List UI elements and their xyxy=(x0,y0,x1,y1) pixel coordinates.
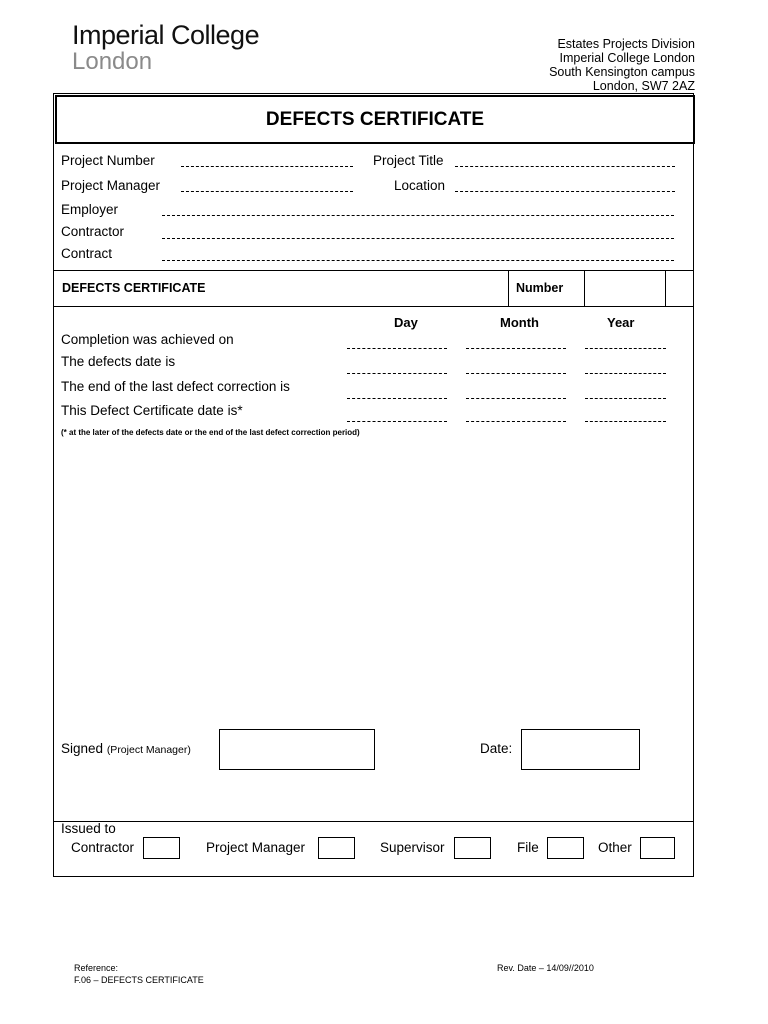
certificate-month-field[interactable] xyxy=(466,421,566,422)
divider xyxy=(54,306,694,307)
address-line: London, SW7 2AZ xyxy=(592,79,695,93)
issued-file-label: File xyxy=(517,840,539,855)
month-header: Month xyxy=(500,315,539,330)
contractor-field[interactable] xyxy=(162,238,674,239)
signature-date-box[interactable] xyxy=(521,729,640,770)
signature-box[interactable] xyxy=(219,729,375,770)
day-header: Day xyxy=(394,315,418,330)
correction-day-field[interactable] xyxy=(347,398,447,399)
issued-contractor-checkbox[interactable] xyxy=(143,837,180,859)
certificate-day-field[interactable] xyxy=(347,421,447,422)
dates-footnote: (* at the later of the defects date or the end of the last defect correction period) xyxy=(61,428,360,437)
completion-day-field[interactable] xyxy=(347,348,447,349)
footer-rev-date: Rev. Date – 14/09//2010 xyxy=(497,963,594,973)
project-number-label: Project Number xyxy=(61,153,155,168)
certificate-date-label: This Defect Certificate date is* xyxy=(61,403,243,418)
contract-field[interactable] xyxy=(162,260,674,261)
issued-project-manager-label: Project Manager xyxy=(206,840,306,855)
project-manager-field[interactable] xyxy=(181,191,353,192)
issued-file-checkbox[interactable] xyxy=(547,837,584,859)
project-title-field[interactable] xyxy=(455,166,675,167)
issued-supervisor-label: Supervisor xyxy=(380,840,445,855)
date-label: Date: xyxy=(480,741,513,756)
correction-year-field[interactable] xyxy=(585,398,666,399)
address-line: Imperial College London xyxy=(559,51,695,65)
location-label: Location xyxy=(394,178,446,193)
divider xyxy=(54,821,694,822)
defects-year-field[interactable] xyxy=(585,373,666,374)
footer-reference-value: F.06 – DEFECTS CERTIFICATE xyxy=(74,975,204,985)
last-correction-label: The end of the last defect correction is xyxy=(61,379,290,394)
cert-row-label: DEFECTS CERTIFICATE xyxy=(62,281,206,295)
certificate-year-field[interactable] xyxy=(585,421,666,422)
logo-imperial-college: Imperial College xyxy=(72,20,260,50)
address-line: Estates Projects Division xyxy=(557,37,695,51)
project-number-field[interactable] xyxy=(181,166,353,167)
location-field[interactable] xyxy=(455,191,675,192)
employer-field[interactable] xyxy=(162,215,674,216)
signed-role: (Project Manager) xyxy=(106,744,191,756)
logo-london: London xyxy=(72,48,153,75)
signed-text: Signed xyxy=(61,741,104,756)
issued-other-label: Other xyxy=(598,840,632,855)
completion-label: Completion was achieved on xyxy=(61,332,234,347)
issued-contractor-label: Contractor xyxy=(71,840,135,855)
address-block xyxy=(549,37,695,93)
signed-label xyxy=(61,741,191,756)
issued-supervisor-checkbox[interactable] xyxy=(454,837,491,859)
divider xyxy=(665,270,666,307)
defects-month-field[interactable] xyxy=(466,373,566,374)
defects-date-label: The defects date is xyxy=(61,354,176,369)
issued-project-manager-checkbox[interactable] xyxy=(318,837,355,859)
address-line: South Kensington campus xyxy=(549,65,695,79)
form-title: DEFECTS CERTIFICATE xyxy=(55,95,695,144)
contractor-label: Contractor xyxy=(61,224,125,239)
cert-number-label: Number xyxy=(516,281,564,295)
footer-reference-label: Reference: xyxy=(74,963,119,973)
completion-month-field[interactable] xyxy=(466,348,566,349)
project-manager-label: Project Manager xyxy=(61,178,161,193)
issued-to-label: Issued to xyxy=(61,821,116,836)
project-title-label: Project Title xyxy=(373,153,444,168)
year-header: Year xyxy=(607,315,635,330)
employer-label: Employer xyxy=(61,202,119,217)
correction-month-field[interactable] xyxy=(466,398,566,399)
contract-label: Contract xyxy=(61,246,113,261)
cert-number-field[interactable] xyxy=(585,271,665,306)
defects-day-field[interactable] xyxy=(347,373,447,374)
divider xyxy=(508,270,509,307)
issued-other-checkbox[interactable] xyxy=(640,837,675,859)
completion-year-field[interactable] xyxy=(585,348,666,349)
